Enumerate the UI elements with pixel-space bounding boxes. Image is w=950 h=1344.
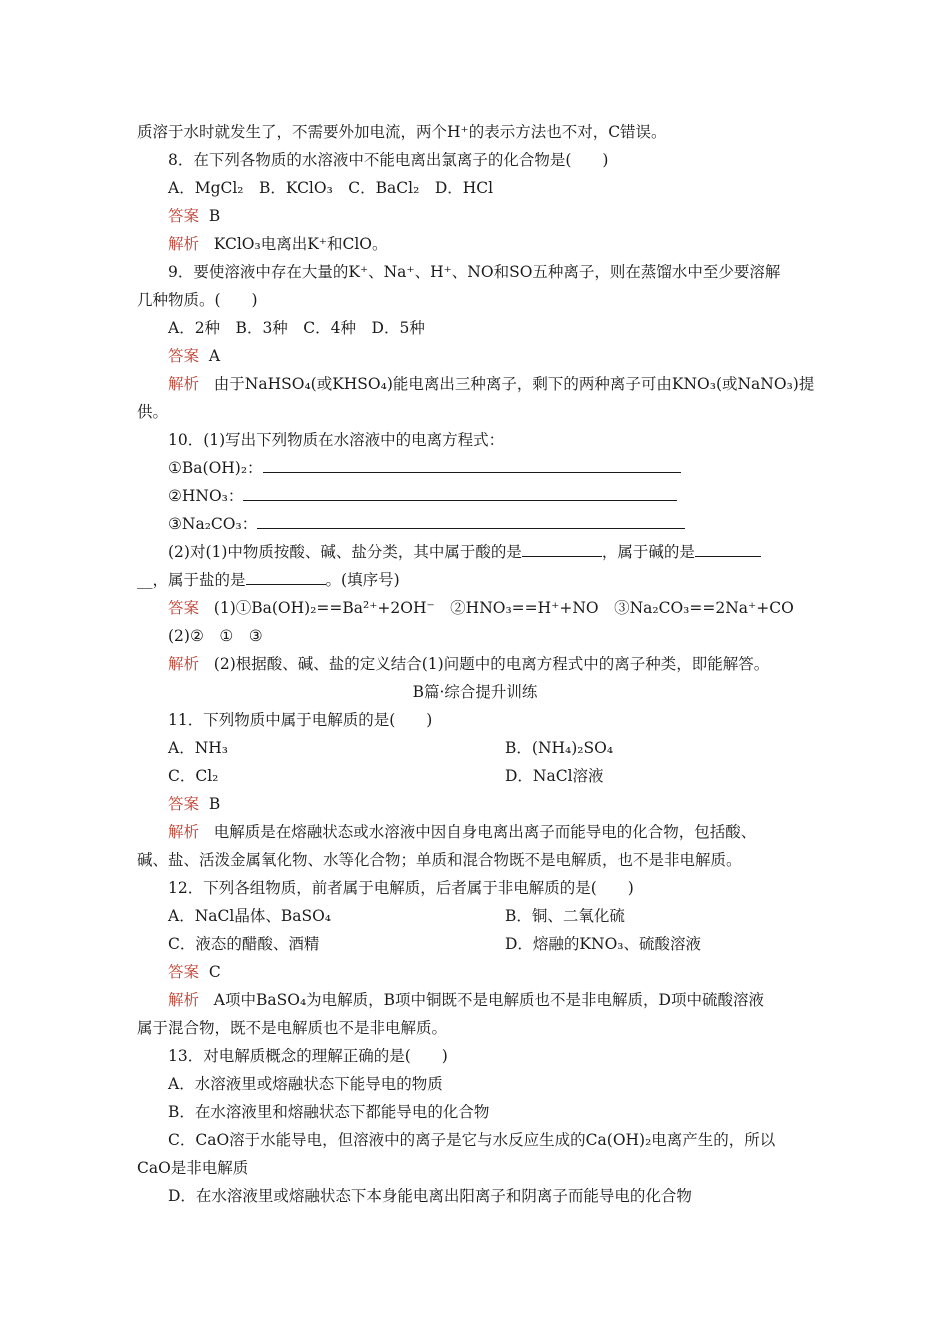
q13-stem: 13．对电解质概念的理解正确的是( ) [168,1047,448,1065]
q9-answer [168,346,220,366]
answer-label: 答案 [168,207,200,225]
answer-blank [522,542,602,557]
q13-option-b: B．在水溶液里和熔融状态下都能导电的化合物 [168,1103,490,1121]
answer-blank [263,458,681,473]
q9-stem: 9．要使溶液中存在大量的K⁺、Na⁺、H⁺、NO和SO五种离子，则在蒸馏水中至少要溶解 [168,263,781,281]
q13-option-d: D．在水溶液里或熔融状态下本身能电离出阳离子和阴离子而能导电的化合物 [168,1187,692,1205]
analysis-text: A项中BaSO₄为电解质，B项中铜既不是电解质也不是非电解质，D项中硫酸溶液 [213,991,764,1009]
analysis-text: (2)根据酸、碱、盐的定义结合(1)问题中的电离方程式中的离子种类，即能解答。 [213,655,770,673]
part2-text: __，属于盐的是 [137,571,246,589]
analysis-label: 解析 [168,991,200,1009]
section-title: B篇·综合提升训练 [412,683,538,701]
q8-answer [168,206,220,226]
q10-answer [168,598,794,618]
q9-analysis [168,374,814,394]
answer-blank [246,570,326,585]
analysis-text: 由于NaHSO₄(或KHSO₄)能电离出三种离子，剩下的两种离子可由KNO₃(或NaNO₃)提 [213,375,815,393]
q12-analysis [168,990,764,1010]
answer-value: (1)①Ba(OH)₂==Ba²⁺+2OH⁻ ②HNO₃==H⁺+NO ③Na₂CO₃==2Na⁺+CO [213,599,794,617]
q13-option-a: A．水溶液里或熔融状态下能导电的物质 [168,1075,443,1093]
answer-value: B [208,207,221,225]
answer-label: 答案 [168,795,200,813]
answer-blank [243,486,677,501]
answer-blank [257,514,685,529]
answer-value: A [208,347,221,365]
q10-item3 [168,514,685,534]
answer-value: C [208,963,221,981]
q11-answer [168,794,220,814]
continued-text: 质溶于水时就发生了，不需要外加电流，两个H⁺的表示方法也不对，C错误。 [137,123,667,141]
part2-text: (2)对(1)中物质按酸、碱、盐分类，其中属于酸的是 [168,543,522,561]
answer-label: 答案 [168,963,200,981]
q9-analysis-cont: 供。 [137,403,169,421]
q11-analysis [168,822,756,842]
q11-option-d: D．NaCl溶液 [505,767,604,785]
analysis-label: 解析 [168,375,200,393]
q9-options: A．2种 B．3种 C．4种 D．5种 [168,319,425,337]
analysis-label: 解析 [168,823,200,841]
q12-option-b: B．铜、二氧化硫 [505,907,625,925]
analysis-label: 解析 [168,235,200,253]
item-label: ①Ba(OH)₂： [168,459,263,477]
q10-part2-cont [137,570,400,590]
q10-part2 [168,542,761,562]
answer-value: B [208,795,221,813]
q12-option-d: D．熔融的KNO₃、硫酸溶液 [505,935,701,953]
q11-stem: 11．下列物质中属于电解质的是( ) [168,711,433,729]
q11-option-c: C．Cl₂ [168,767,219,785]
q11-analysis-cont: 碱、盐、活泼金属氧化物、水等化合物；单质和混合物既不是电解质，也不是非电解质。 [137,851,742,869]
q8-analysis [168,234,387,254]
q10-analysis [168,654,769,674]
q9-stem-cont: 几种物质。( ) [137,291,258,309]
q8-options: A．MgCl₂ B．KClO₃ C．BaCl₂ D．HCl [168,179,494,197]
q10-item2 [168,486,677,506]
part2-text: ，属于碱的是 [601,543,695,561]
answer-blank [695,542,761,557]
item-label: ③Na₂CO₃： [168,515,258,533]
q12-analysis-cont: 属于混合物，既不是电解质也不是非电解质。 [137,1019,448,1037]
q13-option-c: C．CaO溶于水能导电，但溶液中的离子是它与水反应生成的Ca(OH)₂电离产生的，所以 [168,1131,776,1149]
analysis-label: 解析 [168,655,200,673]
q11-option-b: B．(NH₄)₂SO₄ [505,739,614,757]
q10-answer-cont: (2)② ① ③ [168,627,263,645]
analysis-text: 电解质是在熔融状态或水溶液中因自身电离出离子而能导电的化合物，包括酸、 [213,823,757,841]
answer-label: 答案 [168,599,200,617]
item-label: ②HNO₃： [168,487,244,505]
answer-label: 答案 [168,347,200,365]
analysis-text: KClO₃电离出K⁺和ClO。 [213,235,388,253]
q10-stem: 10．(1)写出下列物质在水溶液中的电离方程式： [168,431,505,449]
q11-option-a: A．NH₃ [168,739,228,757]
part2-text: 。(填序号) [325,571,400,589]
q12-option-a: A．NaCl晶体、BaSO₄ [168,907,331,925]
q8-stem: 8．在下列各物质的水溶液中不能电离出氯离子的化合物是( ) [168,151,609,169]
q12-answer [168,962,221,982]
q10-item1 [168,458,681,478]
q12-option-c: C．液态的醋酸、酒精 [168,935,320,953]
q12-stem: 12．下列各组物质，前者属于电解质，后者属于非电解质的是( ) [168,879,634,897]
q13-option-c-cont: CaO是非电解质 [137,1159,249,1177]
